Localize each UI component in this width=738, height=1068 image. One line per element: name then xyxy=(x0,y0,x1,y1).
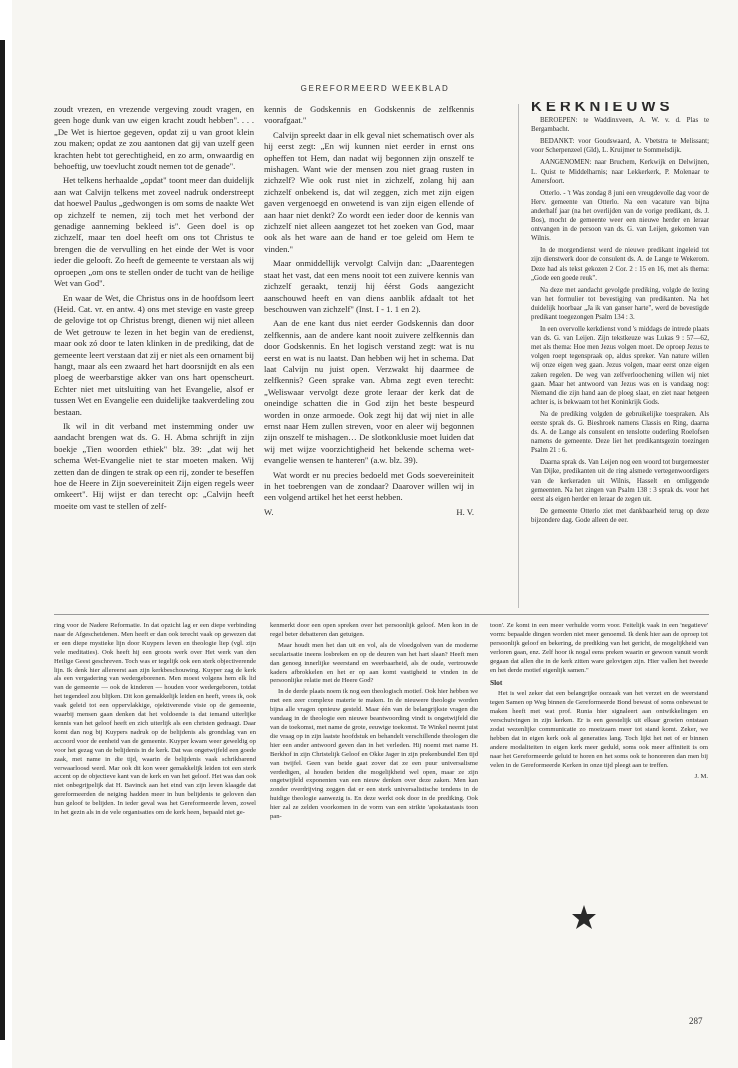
article-signature xyxy=(264,507,474,518)
article-paragraph: Wat wordt er nu precies bedoeld met Gods soevereiniteit in het toebrengen van de zondaar? Daarover willen wij in een volgend artikel het het eerst hebben. xyxy=(264,469,474,503)
news-paragraph: Na de prediking volgden de gebruikelijke toespraken. Als eerste sprak ds. G. Bieshroek namens Classis en Ring, daarna ds. A. de Lange als consulent en tenslotte ouderling Roelofsen namens de gemeente. Deze liet het predikantsgezin toezingen Psalm 21 : 6. xyxy=(531,410,709,455)
bottom-paragraph: Maar houdt men het dan uit en vol, als de vloedgolven van de moderne secularisatie ineens losbreken en op de deuren van het hart slaan? Heeft men dan genoeg innerlijke weerstand en weerbaarheid, als de oude, vertrouwde kaders afbrokkelen en het er op aan komt vastigheid te vinden in de persoonlijke relatie met de Heere God? xyxy=(270,641,478,685)
page-number: 287 xyxy=(689,1016,703,1026)
section-divider xyxy=(54,614,709,615)
signature-initials: J. M. xyxy=(694,772,708,780)
news-paragraph: Otterlo. - 't Was zondag 8 juni een vreugdevolle dag voor de Herv. gemeente van Otterlo. Na een vacature van bijna anderhalf jaar (na het overlijden van de vorige predikant, ds. J. Bos), mocht de gemeente weer een nieuwe herder en leraar ontvangen in de persoon van ds. G. van Leijen, gekomen van Wilnis. xyxy=(531,189,709,243)
news-paragraph: BEDANKT: voor Goudswaard, A. Vbetstra te Melissant; voor Scherpenzeel (Gld), L. Kruijmer te Sommelsdijk. xyxy=(531,138,709,155)
bottom-paragraph: kenmerkt door een open spreken over het persoonlijk geloof. Men kon in de regel beter debatteren dan getuigen. xyxy=(270,622,478,638)
article-column-2 xyxy=(264,104,474,608)
signature-left: W. xyxy=(264,506,274,517)
news-paragraph: AANGENOMEN: naar Bruchem, Kerkwijk en Delwijnen, L. Quist te Middelharnis; naar Lekkerkerk, P. Molenaar te Amersfoort. xyxy=(531,159,709,185)
article-paragraph: Ik wil in dit verband met instemming onder uw aandacht brengen wat ds. G. H. Abma schrijft in zijn boekje „Tien woorden ethiek" blz. 39: „dat wij het schema Wet-Evangelie niet te star moeten maken. Wij zetten dan de dingen te strak op een rij, zonder te beseffen hoe de Heere in Zijn soevereiniteit Zijn eigen regels weer omkeert". Hij wijst er dan terecht op: „Calvijn heeft moeite om vast te stellen of zelf- xyxy=(54,420,254,511)
bottom-column-1 xyxy=(54,622,256,1032)
column-rule xyxy=(518,104,519,608)
bottom-paragraph: ring voor de Nadere Reformatie. In dat opzicht lag er een diepe verbinding naar de Afgescheidenen. Men heeft er dan ook terecht vaak op gewezen dat er een diepe mystieke lijn door Kuypers leven en theologie liep (vgl. zijn vele meditaties). Ook heeft hij een groots werk over Het werk van den Heilige Geest geschreven. Toch was er tegelijk ook een sterk objectiverende lijn. Ik denk hier allereerst aan zijn kerkbeschouwing. Kuyper zag de kerk als een vergadering van wedergeborenen. Men moest volgens hem elk lid van de gemeente — ook de kinderen — houden voor wedergeboren, totdat het tegendeel zou blijken. Dit kon gemakkelijk leiden en heeft, vrees ik, ook vaak geleid tot een oppervlakkige, ojektiverende visie op de gemeente, waarbij mensen gaan denken dat het voldoende is dat iemand uiterlijke kennis van het geloof heeft en zich uiterlijk als een christen gedraagt. Daar komt dan nog bij Kuypers nadruk op de belijdenis als grondslag van en accoord voor de eenheid van de gemeente. Kuyper kwam weer geweldig op voor het gezag van de belijdenis in de kerk. Dat was ongetwijfeld een goede zaak, met name in die tijd, waarin de belijdenis vaak schrikbarend verwaarloosd werd. Mar ook dit kon weer gemakkelijk leiden tot een sterk accent op de objectieve kant van de kerk en van het geloof. Het was dan ook niet onbegrijpelijk dat H. Bavinck aan het eind van zijn leven klaagde dat gereformeerden de neiging hadden meer in hun belijdenis te geloven dan hun geloof te belijden. In ieder geval was het Gereformeerde leven, zowel in het gezin als in de vele organisaties om de kerk heen, bepaald niet ge- xyxy=(54,622,256,817)
kerknieuws-title: KERKNIEUWS xyxy=(531,102,674,115)
magazine-page xyxy=(12,0,738,1068)
news-paragraph: Daarna sprak ds. Van Leijen nog een woord tot burgemeester Van Dijke, predikanten uit de ring alsmede vertegenwoordigers van de kerkeraden uit Wilnis, Hasselt en omliggende gemeenten. Na het zingen van Psalm 138 : 3 sprak ds. voor het eerst als eigen herder en leraar de zegen uit. xyxy=(531,459,709,503)
slot-heading: Slot xyxy=(490,678,503,688)
news-paragraph: In een overvolle kerkdienst vond 's middags de intrede plaats van ds. G. van Leijen. Zijn tekstkeuze was Lukas 9 : 57—62, met als thema: Hoe men Jezus volgen moet. De oproep Jezus te volgen roept tegenspraak op, aldus spreker. Van nature willen wij onze eigen weg gaan. Jezus volgen, maar eerst onze eigen zaken regelen. De weg van zelfverloochening willen wij niet gaan. Maar het antwoord van Jezus was en is vandaag nog: Niemand die zijn hand aan de ploeg slaat, en ziet naar hetgeen achter is, is bekwaam tot het Koninkrijk Gods. xyxy=(531,326,709,406)
binding-edge xyxy=(0,40,5,1040)
article-paragraph: En waar de Wet, die Christus ons in de hoofdsom leert (Heid. Cat. vr. en antw. 4) ons met stevige en vaste greep de gelovige tot op Christus brengt, dienen wij niet alleen de Wet getrouw te lezen in het begin van de eredienst, maar ook zó door te laten klinken in de prediking, dat de gemeente leert verstaan dat zij er niet als een ornament bij hangt, maar als een zwaard het hart doorsnijdt en als een ploeg de weerbarstige akker van ons hart openscheurt. Echter niet met uitsluiting van het Evangelie, alsof er tussen Wet en Evangelie een duidelijke taakverdeling zou bestaan. xyxy=(54,292,254,417)
news-paragraph: Na deze met aandacht gevolgde prediking, volgde de lezing van het formulier tot bevestiging van predikanten. Na het duidelijk hoorbaar „Ja ik van ganser harte", werd de bevestigde predikant toegezongen Psalm 134 : 3. xyxy=(531,286,709,321)
article-paragraph: zoudt vrezen, en vrezende vergeving zoudt vragen, en geen hoge dunk van uw eigen kracht zoudt hebben". . . . „De Wet is hiertoe gegeven, opdat zij u van groot klein zou maken; opdat ze zou aantonen dat gij van uzelf geen krachten hebt tot gerechtigheid, en zo arm, onwaardig en behoeftig, uw toevlucht zoudt nemen tot de genade". xyxy=(54,104,254,172)
article-paragraph: Het telkens herhaalde „opdat" toont meer dan duidelijk aan wat Calvijn telkens met zoveel nadruk onderstreept dat hoewel Paulus „gedwongen is om soms de naakte Wet op zichzelf te nemen, zij toch met het verbond der genadige aanneming bekleed is". Geen doel is op zichzelf, maar ten doel heeft om ons tot Christus te brengen die de vervulling en het einde der Wet is voor ieder die gelooft. Zo heeft de gemeente te verstaan als wij oproepen „om ons te stellen onder de tucht van de heilige Wet van God". xyxy=(54,175,254,289)
article-paragraph: Maar onmiddellijk vervolgt Calvijn dan: „Daarentegen staat het vast, dat een mens nooit tot een zuivere kennis van zichzelf geraakt, tenzij hij éérst Gods aangezicht aanschouwd heeft en van diens aanblik afdaalt tot het beschouwen van zichzelf" (Inst. I - 1. 1 en 2). xyxy=(264,258,474,314)
slot-signature xyxy=(490,773,708,782)
news-paragraph: BEROEPEN: te Waddinxveen, A. W. v. d. Plas te Bergambacht. xyxy=(531,117,709,134)
news-paragraph: In de morgendienst werd de nieuwe predikant ingeleid tot zijn dienstwerk door de consulent ds. A. de Lange te Wekerom. Deze had als tekst gekozen 2 Cor. 2 : 15 en 16, met als thema: „Gode een goede reuk". xyxy=(531,247,709,282)
kerknieuws-column xyxy=(531,102,709,612)
signature-right: H. V. xyxy=(456,506,474,517)
article-paragraph: Calvijn spreekt daar in elk geval niet schematisch over als hij eerst zegt: „En wij kunnen niet eerder in ernst ons opheffen tot Hem, dan nadat wij begonnen zijn onszelf te mishagen. Want wie der mensen zou niet graag rusten in zichzelf? Wie ook rust niet in zichzelf, zolang hij aan zichzelf onbekend is, dat wil zeggen, zich met zijn eigen gaven vergenoegd en onwetend is van zijn eigen ellende of aan haar niet denkt? Zo wordt een ieder door de kennis van zichzelf niet alleen aangezet tot het zoeken van God, maar ook als het ware aan de hand er toe geleid om Hem te vinden." xyxy=(264,129,474,254)
star-ornament-icon xyxy=(571,904,597,930)
bottom-column-3 xyxy=(490,622,708,1032)
slot-paragraph: Het is wel zeker dat een belangrijke oorzaak van het verzet en de weerstand tegen Samen op Weg binnen de Gereformeerde Bond bewust of soms onbewust te maken heeft met wat prof. Runia hier signaleert aan ontwikkelingen en verschuivingen in zijn kerken. Er is een geestelijk uit elkaar groeien ontstaan zodat wezenlijke communicatie zo moeizaam meer tot stand komt. Zeker, we hebben dat in eigen kerk ook al generaties lang. Toch lijkt het net of er binnen andere modaliteiten in eigen kerk meer geduld, soms ook meer affiniteit is om naar het Gereformeerde geluid te horen en het soms ook te honoreren dan men bij velen in de Gereformeerde Kerken in onze tijd pleegt aan te treffen. xyxy=(490,690,708,769)
article-column-1 xyxy=(54,104,254,608)
bottom-column-2 xyxy=(270,622,478,1032)
news-paragraph: De gemeente Otterlo ziet met dankbaarheid terug op deze bijzondere dag. Gode alleen de eer. xyxy=(531,507,709,524)
article-paragraph: kennis de Godskennis en Godskennis de zelfkennis voorafgaat." xyxy=(264,104,474,126)
running-title: GEREFORMEERD WEEKBLAD xyxy=(300,84,450,93)
bottom-paragraph: In de derde plaats noem ik nog een theologisch motief. Ook hier hebben we met een zeer complexe materie te maken. In de nieuwere theologie worden bijna alle vragen opnieuw gesteld. Maar één van de belangrijkste vragen die vandaag in de theologie een nieuwe beantwoording vindt is ongetwijfeld die van de toekomst, met name de grote, eeuwige toekomst. Te Winkel neemt juist die vraag op in zijn laatste hoofdstuk en behandelt verschillende theologen die hier een ander antwoord geven dan in het verleden. Hij noemt met name H. Berkhof in zijn Christelijk Geloof en Okke Jager in zijn prekenbundel Een tijd van twijfel. Geen van beide gaat zover dat ze een puur universalisme verdedigen, al houden beiden die mogelijkheid wel open, maar ze zijn ongetwijfeld exponenten van een nieuw denken over deze zaken. Men kan zonder overdrijving zeggen dat er een sterk universalistische tendens in de huidige theologie aanwezig is. En deze werkt ook door in de prediking. Ook hier zal ze zelden voorkomen in de vorm van een strikte 'apokatastasis toon pan- xyxy=(270,688,478,821)
article-paragraph: Aan de ene kant dus niet eerder Godskennis dan door zelfkennis, aan de andere kant nooit zuivere zelfkennis dan door Godskennis. En het logisch verstand zegt: wat is nu eerst en wat is nu laatst. Dan hebben wij het in schema. Dat laat Calvijn nu juist open. Verzwakt hij daarmee de zelfkennis? Geen sprake van. Abma zegt even terecht: „Weliswaar vervolgt deze grote leraar der kerk dat de oneindige schatten die in God zijn het beste bespeurd worden in onze armoede. Ook zegt hij dat wij niet in alle ernst naar Hem zullen streven, voor en aleer wij begonnen zijn onszelf te mishagen… De slotkonklusie moet luiden dat wij met wijze voorzichtigheid het bekende schema wet-evangelie wensen te hanteren" (a.w. blz. 39). xyxy=(264,318,474,466)
bottom-paragraph: toon'. Ze komt in een meer verhulde vorm voor. Feitelijk vaak in een 'negatieve' vorm: bepaalde dingen worden niet meer genoemd. Ik denk hier aan de oproep tot persoonlijk geloof en bekering, de prediking van het gericht, de mogelijkheid van verloren gaan, enz. Zelf hoor ik nogal eens preken waarin er gewoon vanuit wordt gegaan dat allen die in de kerk zitten ware gelovigen zijn. Hier vallen het tweede en het derde motief eigenlijk samen." xyxy=(490,622,708,674)
